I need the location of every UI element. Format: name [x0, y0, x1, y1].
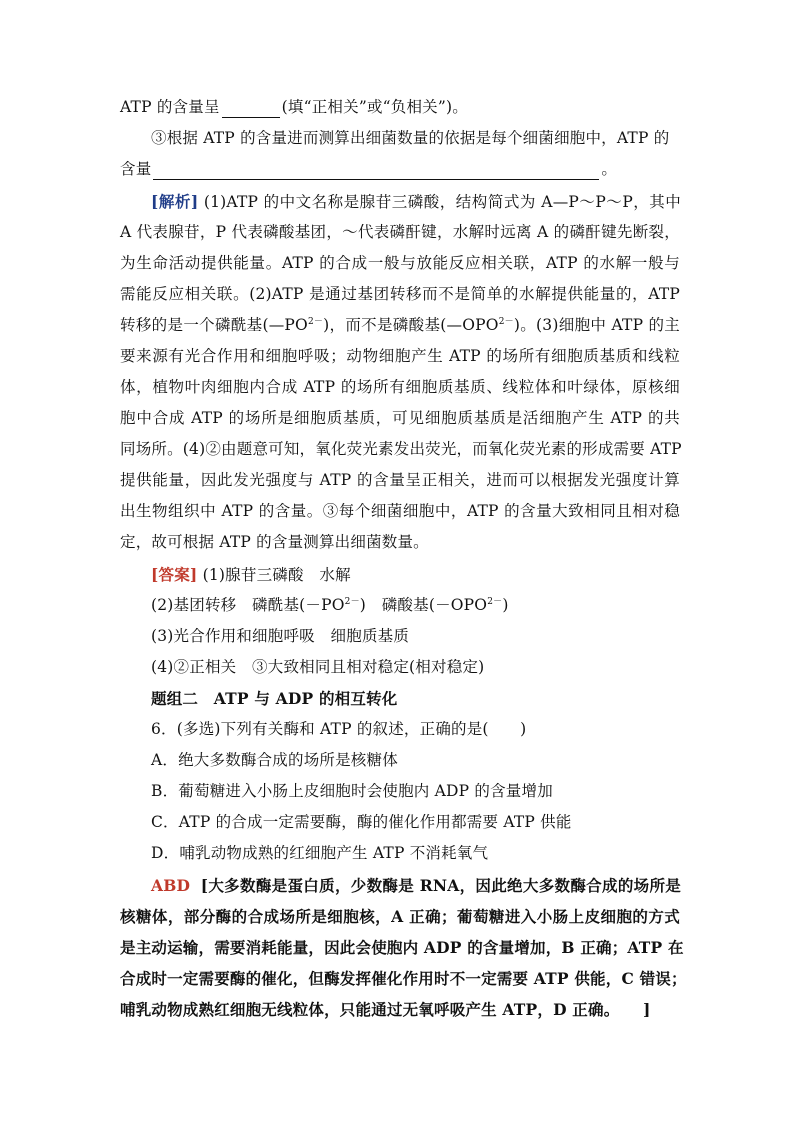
- text-fragment: )，而不是磷酸基(—OPO: [323, 316, 499, 334]
- answer-blank: [153, 161, 599, 180]
- analysis-line-8: 胞中合成 ATP 的场所是细胞质基质，可见细胞质基质是活细胞产生 ATP 的共: [120, 409, 680, 427]
- text-fragment: [大多数酶是蛋白质，少数酶是 RNA，因此绝大多数酶合成的场所是: [200, 876, 681, 895]
- text-fragment: (1)ATP 的中文名称是腺苷三磷酸，结构简式为 A—P～P～P，其中: [203, 193, 682, 211]
- text-fragment: ATP 的含量呈: [120, 98, 220, 116]
- analysis-line-1: [151, 186, 681, 217]
- q6-explanation-line-2: 核糖体，部分酶的合成场所是细胞核，A 正确；葡萄糖进入小肠上皮细胞的方式: [120, 907, 680, 926]
- q5-line-1: [120, 92, 680, 123]
- text-fragment: )。(3)细胞中 ATP 的主: [513, 316, 680, 334]
- text-fragment: ): [502, 596, 509, 614]
- q6-explanation-line-5: 哺乳动物成熟红细胞无线粒体，只能通过无氧呼吸产生 ATP，D 正确。 ]: [120, 1000, 651, 1019]
- answer-line-3: (3)光合作用和细胞呼吸 细胞质基质: [151, 627, 410, 645]
- section-title: 题组二 ATP 与 ADP 的相互转化: [151, 689, 398, 708]
- analysis-line-9: 同场所。(4)②由题意可知，氧化荧光素发出荧光，而氧化荧光素的形成需要 ATP: [120, 440, 682, 458]
- analysis-line-7: 体，植物叶肉细胞内合成 ATP 的场所有细胞质基质、线粒体和叶绿体，原核细: [120, 378, 680, 396]
- charge-superscript: 2－: [498, 316, 514, 327]
- question-stem: 6．(多选)下列有关酶和 ATP 的叙述，正确的是( ): [151, 720, 527, 738]
- analysis-line-6: 要来源有光合作用和细胞呼吸；动物细胞产生 ATP 的场所有细胞质基质和线粒: [120, 347, 680, 365]
- q6-explanation-line-1: [151, 870, 681, 901]
- text-fragment: (填“正相关”或“负相关”)。: [281, 98, 468, 116]
- text-fragment: (1)腺苷三磷酸 水解: [202, 566, 351, 584]
- q5-line-3: [120, 154, 680, 185]
- option-c: C．ATP 的合成一定需要酶，酶的催化作用都需要 ATP 供能: [151, 813, 572, 831]
- charge-superscript: 2－: [307, 316, 324, 327]
- analysis-line-4: 需能反应相关联。(2)ATP 是通过基团转移而不是简单的水解提供能量的，ATP: [120, 285, 680, 303]
- answer-line-1: [151, 559, 711, 590]
- answer-line-4: (4)②正相关 ③大致相同且相对稳定(相对稳定): [151, 658, 485, 676]
- option-d: D．哺乳动物成熟的红细胞产生 ATP 不消耗氧气: [151, 844, 489, 862]
- q6-explanation-line-4: 合成时一定需要酶的催化，但酶发挥催化作用时不一定需要 ATP 供能，C 错误；: [120, 969, 687, 988]
- analysis-line-3: 为生命活动提供能量。ATP 的合成一般与放能反应相关联，ATP 的水解一般与: [120, 254, 680, 272]
- answer-line-2: [151, 590, 711, 621]
- text-fragment: ) 磷酸基(－OPO: [359, 596, 488, 614]
- charge-superscript: 2－: [344, 596, 360, 607]
- answer-blank: [222, 99, 280, 118]
- text-fragment: 。: [601, 160, 618, 178]
- text-fragment: (2)基团转移 磷酰基(－PO: [151, 596, 345, 614]
- analysis-tag: [解析]: [151, 192, 199, 211]
- charge-superscript: 2－: [487, 596, 503, 607]
- analysis-line-5: [120, 310, 680, 341]
- q5-line-2: ③根据 ATP 的含量进而测算出细菌数量的依据是每个细菌细胞中，ATP 的: [151, 129, 670, 147]
- analysis-line-12: 定，故可根据 ATP 的含量测算出细菌数量。: [120, 533, 429, 551]
- answer-tag: [答案]: [151, 565, 198, 584]
- option-a: A．绝大多数酶合成的场所是核糖体: [151, 751, 398, 769]
- analysis-line-2: A 代表腺苷，P 代表磷酸基团，～代表磷酐键，水解时远离 A 的磷酐键先断裂，: [120, 223, 680, 241]
- option-b: B．葡萄糖进入小肠上皮细胞时会使胞内 ADP 的含量增加: [151, 782, 553, 800]
- q6-explanation-line-3: 是主动运输，需要消耗能量，因此会使胞内 ADP 的含量增加，B 正确；ATP 在: [120, 938, 684, 957]
- text-fragment: 含量: [120, 160, 152, 178]
- text-fragment: 转移的是一个磷酰基(—PO: [120, 316, 308, 334]
- analysis-line-11: 出生物组织中 ATP 的含量。③每个细菌细胞中，ATP 的含量大致相同且相对稳: [120, 502, 680, 520]
- analysis-line-10: 提供能量，因此发光强度与 ATP 的含量呈正相关，进而可以根据发光强度计算: [120, 471, 680, 489]
- answer-key: ABD: [151, 876, 191, 895]
